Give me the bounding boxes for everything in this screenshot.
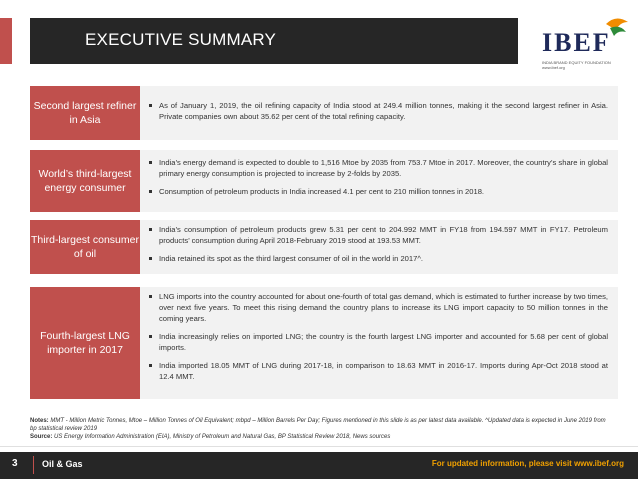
notes (30, 418, 610, 441)
section-name: Oil & Gas (42, 459, 83, 469)
header (0, 0, 638, 72)
row-content (148, 157, 608, 204)
bullet-text: India imported 18.05 MMT of LNG during 2017-18, in comparison to 18.63 MMT in 2016-17. Imports during Apr-Oct 2018 stood at 12.4 MMT. (148, 360, 608, 382)
page-number: 3 (12, 458, 18, 469)
row-label: World’s third-largest energy consumer (30, 150, 140, 212)
page-title: EXECUTIVE SUMMARY (85, 30, 277, 49)
footer (0, 452, 638, 479)
row-content (148, 224, 608, 271)
footer-divider (0, 446, 638, 447)
source-text: US Energy Information Administration (EIA), Ministry of Petroleum and Natural Gas, BP Statistical Review 2018, News sources (54, 433, 391, 440)
row-content (148, 100, 608, 129)
logo-url: www.ibef.org (542, 65, 565, 70)
row-label: Third-largest consumer of oil (30, 220, 140, 274)
bullet-text: Consumption of petroleum products in India increased 4.1 per cent to 210 million tonnes in 2018. (148, 186, 608, 197)
footer-separator (33, 456, 34, 474)
bullet-text: India’s energy demand is expected to double to 1,516 Mtoe by 2035 from 753.7 Mtoe in 2017. Moreover, the country’s share in global primary energy consumption is projected to increase by 2-folds by 2035. (148, 157, 608, 179)
bullet-text: India retained its spot as the third largest consumer of oil in the world in 2017^. (148, 253, 608, 264)
notes-text: MMT - Million Metric Tonnes, Mtoe – Million Tonnes of Oil Equivalent; mbpd – Million Barrels Per Day; Figures mentioned in this slide is as per latest data available. ^Updated data is expected in June 2019 from bp statistical review 2019 (30, 418, 606, 432)
bullet-text: LNG imports into the country accounted for about one-fourth of total gas demand, which is estimated to further increase by two times, over next five years. To meet this rising demand the country plans to increase its LNG import capacity to 50 million tonnes in the coming years. (148, 291, 608, 324)
row-label: Second largest refiner in Asia (30, 86, 140, 140)
logo-text: IBEF (542, 28, 611, 57)
bullet-text: India increasingly relies on imported LNG; the country is the fourth largest LNG importer and accounted for 5.68 per cent of global imports. (148, 331, 608, 353)
accent-bar (0, 18, 12, 64)
row-content (148, 291, 608, 389)
bullet-text: As of January 1, 2019, the oil refining capacity of India stood at 249.4 million tonnes, making it the second largest refiner in Asia. Private companies own about 35.62 per cent of the total refining capacity. (148, 100, 608, 122)
source-label: Source: (30, 433, 53, 440)
logo-tagline: INDIA BRAND EQUITY FOUNDATION (542, 60, 611, 65)
notes-label: Notes: (30, 418, 49, 424)
ibef-logo (536, 14, 632, 70)
row-label: Fourth-largest LNG importer in 2017 (30, 287, 140, 399)
footer-link[interactable]: For updated information, please visit www.ibef.org (431, 459, 624, 468)
bullet-text: India’s consumption of petroleum products grew 5.31 per cent to 204.992 MMT in FY18 from 194.597 MMT in FY17. Petroleum products’ consumption during April 2018-February 2019 stood at 193.53 MMT. (148, 224, 608, 246)
